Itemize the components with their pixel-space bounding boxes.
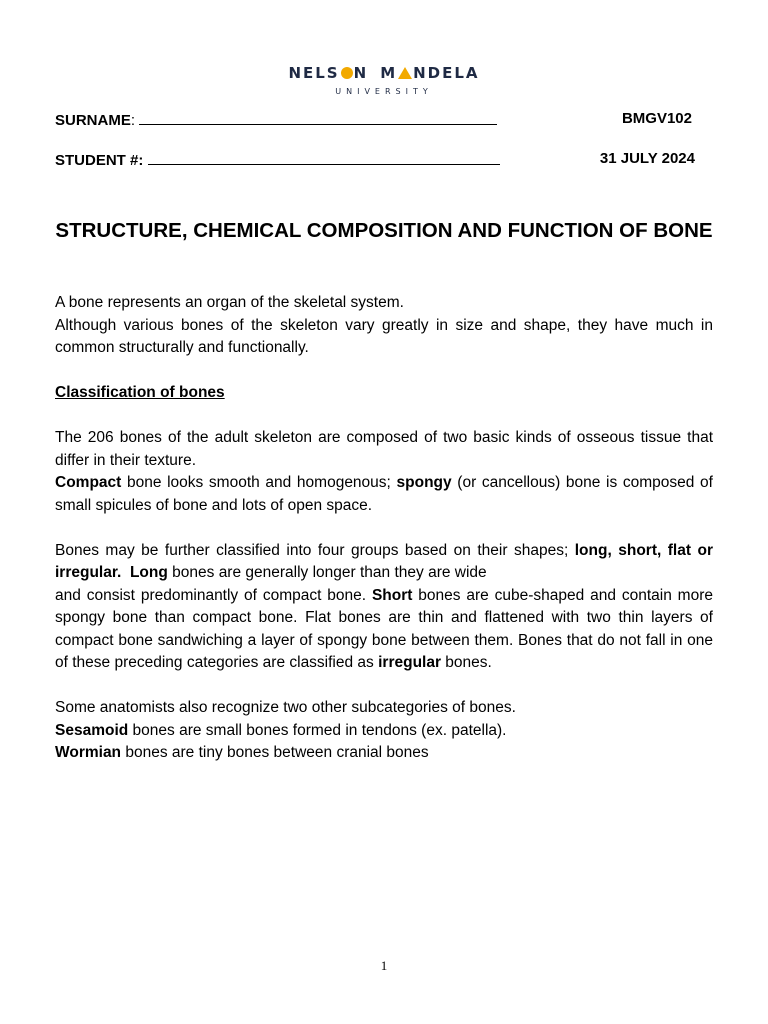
intro-line-2: Although various bones of the skeleton vary greatly in size and shape, they have much in common structurally and functionally. [55,316,713,356]
surname-colon: : [130,112,136,129]
logo-wordmark [288,64,479,82]
intro-line-1: A bone represents an organ of the skeletal system. [55,294,404,311]
surname-blank-line [139,110,497,125]
paragraph-sesamoid: Sesamoid bones are small bones formed in tendons (ex. patella). [55,721,507,739]
logo-subtitle: UNIVERSITY [335,87,433,96]
logo-triangle-icon [398,67,412,79]
exam-date: 31 JULY 2024 [599,150,695,167]
logo-text-ndela: NDELA [413,64,480,82]
paragraph-bone-shapes-1: Bones may be further classified into four groups based on their shapes; long, short, flat or irregular. Long bones are generally longer than they are wide [55,541,714,581]
course-code: BMGV102 [621,110,692,127]
logo-text-nels: NELS [288,64,340,82]
logo-text-m: M [380,64,398,82]
document-body [55,292,713,765]
logo-sun-icon [341,67,353,79]
paragraph-wormian: Wormian bones are tiny bones between cranial bones [55,744,429,761]
paragraph-bone-shapes-2: and consist predominantly of compact bone. Short bones are cube-shaped and contain more spongy bone than compact bone. Flat bones are thin and flattened with two thin layers of compact bone sandwiching a layer of spongy bone between them. Bones that do not fall in one of these preceding categories are classified as irregular bones. [55,586,713,671]
university-logo [0,64,768,96]
student-number-label: STUDENT #: [55,152,144,169]
paragraph-compact-spongy: Compact bone looks smooth and homogenous; spongy (or cancellous) bone is composed of small spicules of bone and lots of open space. [55,474,713,514]
section-heading: Classification of bones [55,384,225,401]
paragraph-subcategories: Some anatomists also recognize two other subcategories of bones. [55,699,516,716]
document-title: STRUCTURE, CHEMICAL COMPOSITION AND FUNCTION OF BONE [55,219,713,242]
paragraph-osseous-tissue: The 206 bones of the adult skeleton are composed of two basic kinds of osseous tissue that differ in their texture. [55,429,713,469]
logo-text-n: N [353,64,369,82]
page-number: 1 [380,958,388,973]
student-number-blank-line [148,150,500,165]
surname-label: SURNAME [55,112,131,129]
